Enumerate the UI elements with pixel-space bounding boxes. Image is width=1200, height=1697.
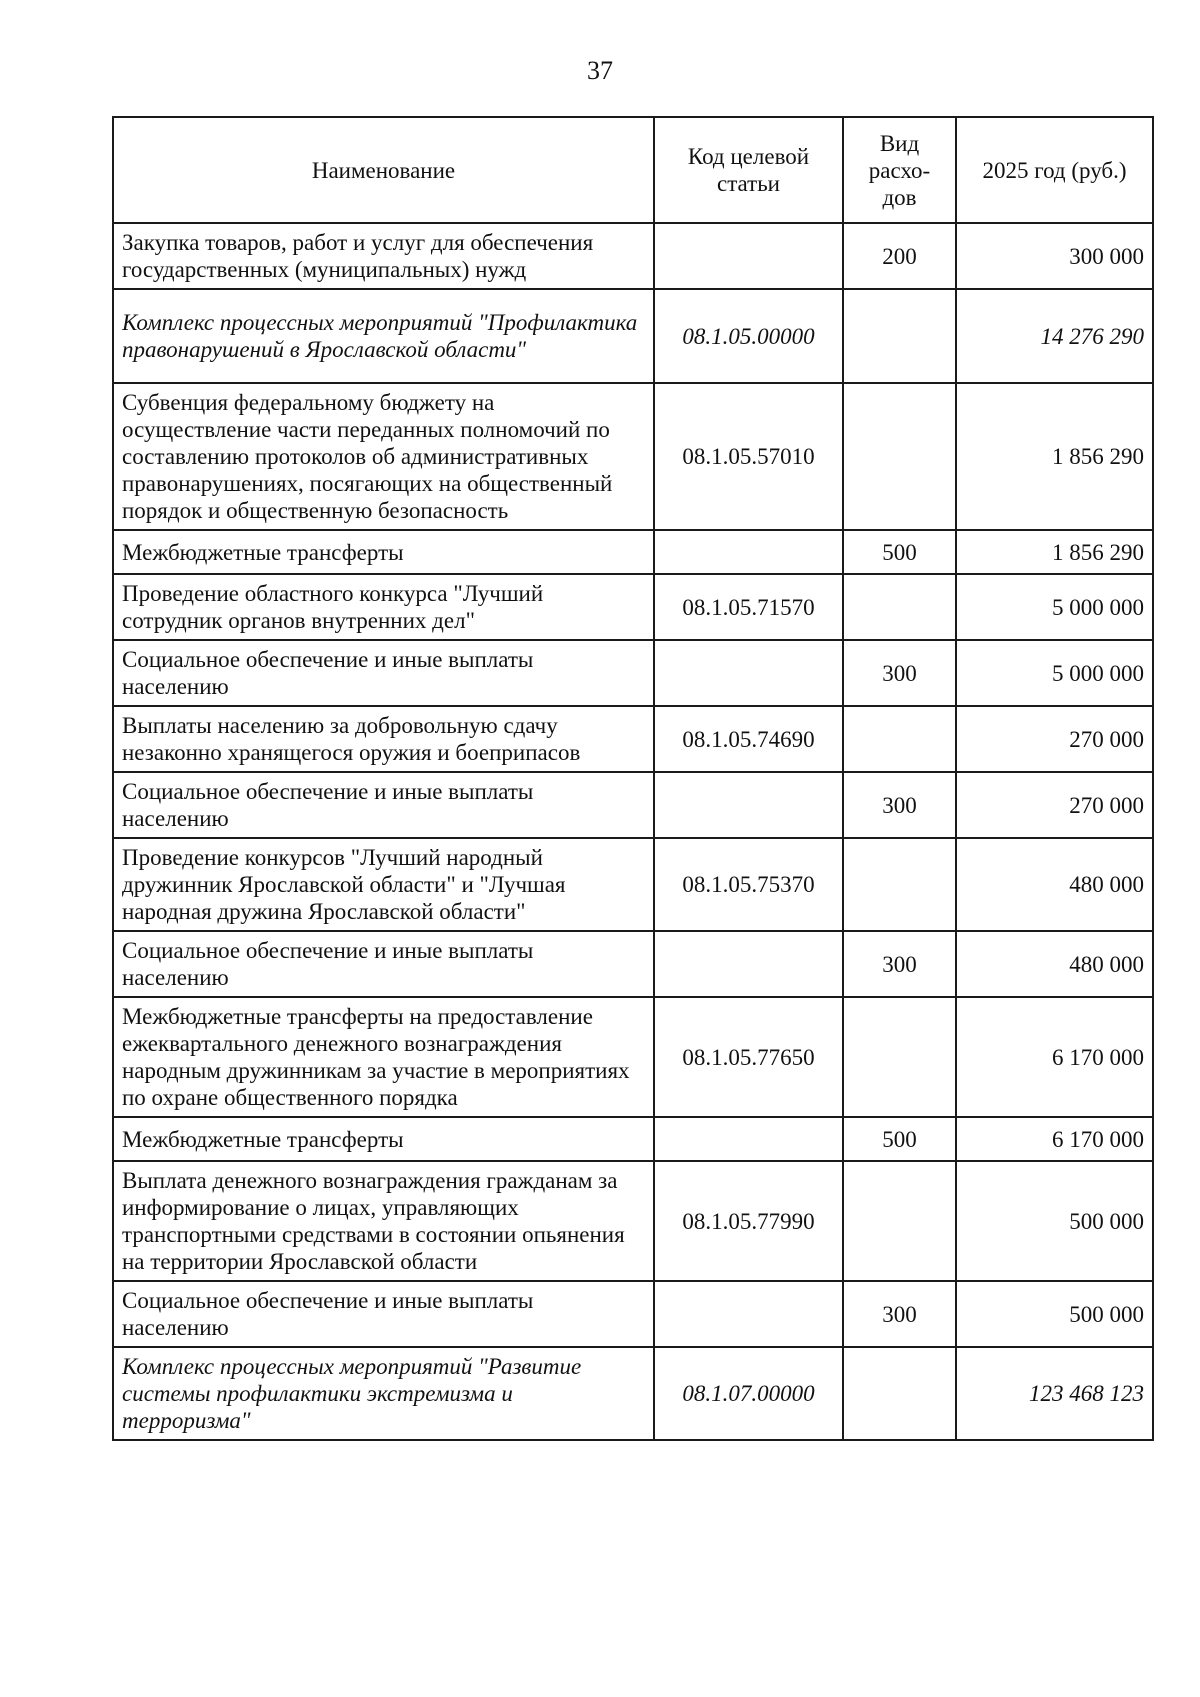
row-amount-cell: 270 000: [956, 706, 1153, 772]
header-name: Наименование: [113, 117, 654, 223]
row-expense-type-cell: 200: [843, 223, 956, 289]
table-row: [113, 1161, 1153, 1281]
table-row: [113, 1347, 1153, 1440]
row-target-code-cell: 08.1.05.77990: [654, 1161, 843, 1281]
row-amount-cell: 6 170 000: [956, 997, 1153, 1117]
row-target-code-cell: 08.1.05.74690: [654, 706, 843, 772]
row-target-code-cell: 08.1.05.77650: [654, 997, 843, 1117]
row-target-code-cell: [654, 530, 843, 574]
row-expense-type-cell: 300: [843, 931, 956, 997]
row-amount-cell: 480 000: [956, 931, 1153, 997]
row-target-code-cell: [654, 1281, 843, 1347]
row-name-cell: Межбюджетные трансферты на предоставление ежеквартального денежного вознаграждения народным дружинникам за участие в мероприятиях по охране общественного порядка: [113, 997, 654, 1117]
row-target-code-cell: [654, 640, 843, 706]
row-target-code-cell: [654, 931, 843, 997]
row-amount-cell: 5 000 000: [956, 640, 1153, 706]
row-expense-type-cell: [843, 706, 956, 772]
row-amount-cell: 500 000: [956, 1161, 1153, 1281]
row-name-cell: Социальное обеспечение и иные выплаты населению: [113, 772, 654, 838]
table-row: [113, 289, 1153, 383]
header-target-code: Код целевой статьи: [654, 117, 843, 223]
table-row: [113, 772, 1153, 838]
row-amount-cell: 14 276 290: [956, 289, 1153, 383]
row-target-code-cell: 08.1.05.00000: [654, 289, 843, 383]
row-name-cell: Закупка товаров, работ и услуг для обеспечения государственных (муниципальных) нужд: [113, 223, 654, 289]
row-expense-type-cell: 500: [843, 1117, 956, 1161]
row-expense-type-cell: [843, 1347, 956, 1440]
row-expense-type-cell: [843, 997, 956, 1117]
budget-table: [112, 116, 1154, 1441]
table-row: [113, 706, 1153, 772]
row-expense-type-cell: [843, 289, 956, 383]
row-amount-cell: 1 856 290: [956, 383, 1153, 530]
row-name-cell: Социальное обеспечение и иные выплаты населению: [113, 931, 654, 997]
row-name-cell: Социальное обеспечение и иные выплаты населению: [113, 1281, 654, 1347]
header-expense-type: Вид расхо- дов: [843, 117, 956, 223]
row-name-cell: Проведение конкурсов "Лучший народный дружинник Ярославской области" и "Лучшая народная дружина Ярославской области": [113, 838, 654, 931]
row-amount-cell: 123 468 123: [956, 1347, 1153, 1440]
row-target-code-cell: [654, 772, 843, 838]
row-target-code-cell: 08.1.05.71570: [654, 574, 843, 640]
row-expense-type-cell: [843, 838, 956, 931]
table-row: [113, 383, 1153, 530]
table-row: [113, 530, 1153, 574]
row-amount-cell: 500 000: [956, 1281, 1153, 1347]
table-row: [113, 931, 1153, 997]
row-name-cell: Комплекс процессных мероприятий "Профилактика правонарушений в Ярославской области": [113, 289, 654, 383]
row-amount-cell: 1 856 290: [956, 530, 1153, 574]
table-row: [113, 1281, 1153, 1347]
row-name-cell: Выплаты населению за добровольную сдачу незаконно хранящегося оружия и боеприпасов: [113, 706, 654, 772]
row-target-code-cell: 08.1.07.00000: [654, 1347, 843, 1440]
table-row: [113, 223, 1153, 289]
table-row: [113, 838, 1153, 931]
row-name-cell: Межбюджетные трансферты: [113, 530, 654, 574]
row-amount-cell: 270 000: [956, 772, 1153, 838]
row-amount-cell: 5 000 000: [956, 574, 1153, 640]
row-amount-cell: 300 000: [956, 223, 1153, 289]
table-row: [113, 997, 1153, 1117]
table-row: [113, 574, 1153, 640]
row-expense-type-cell: 300: [843, 640, 956, 706]
table-row: [113, 1117, 1153, 1161]
row-amount-cell: 6 170 000: [956, 1117, 1153, 1161]
row-expense-type-cell: [843, 574, 956, 640]
row-name-cell: Выплата денежного вознаграждения гражданам за информирование о лицах, управляющих транспортными средствами в состоянии опьянения на территории Ярославской области: [113, 1161, 654, 1281]
row-target-code-cell: [654, 223, 843, 289]
row-name-cell: Социальное обеспечение и иные выплаты населению: [113, 640, 654, 706]
page-number: 37: [587, 56, 613, 85]
row-target-code-cell: [654, 1117, 843, 1161]
row-target-code-cell: 08.1.05.57010: [654, 383, 843, 530]
header-amount-2025: 2025 год (руб.): [956, 117, 1153, 223]
row-amount-cell: 480 000: [956, 838, 1153, 931]
row-expense-type-cell: 300: [843, 1281, 956, 1347]
row-expense-type-cell: 500: [843, 530, 956, 574]
row-expense-type-cell: 300: [843, 772, 956, 838]
row-name-cell: Межбюджетные трансферты: [113, 1117, 654, 1161]
row-expense-type-cell: [843, 1161, 956, 1281]
row-name-cell: Субвенция федеральному бюджету на осуществление части переданных полномочий по составлению протоколов об административных правонарушениях, посягающих на общественный порядок и общественную безопасность: [113, 383, 654, 530]
row-target-code-cell: 08.1.05.75370: [654, 838, 843, 931]
table-header-row: [113, 117, 1153, 223]
row-name-cell: Проведение областного конкурса "Лучший сотрудник органов внутренних дел": [113, 574, 654, 640]
table-row: [113, 640, 1153, 706]
row-expense-type-cell: [843, 383, 956, 530]
row-name-cell: Комплекс процессных мероприятий "Развитие системы профилактики экстремизма и терроризма": [113, 1347, 654, 1440]
